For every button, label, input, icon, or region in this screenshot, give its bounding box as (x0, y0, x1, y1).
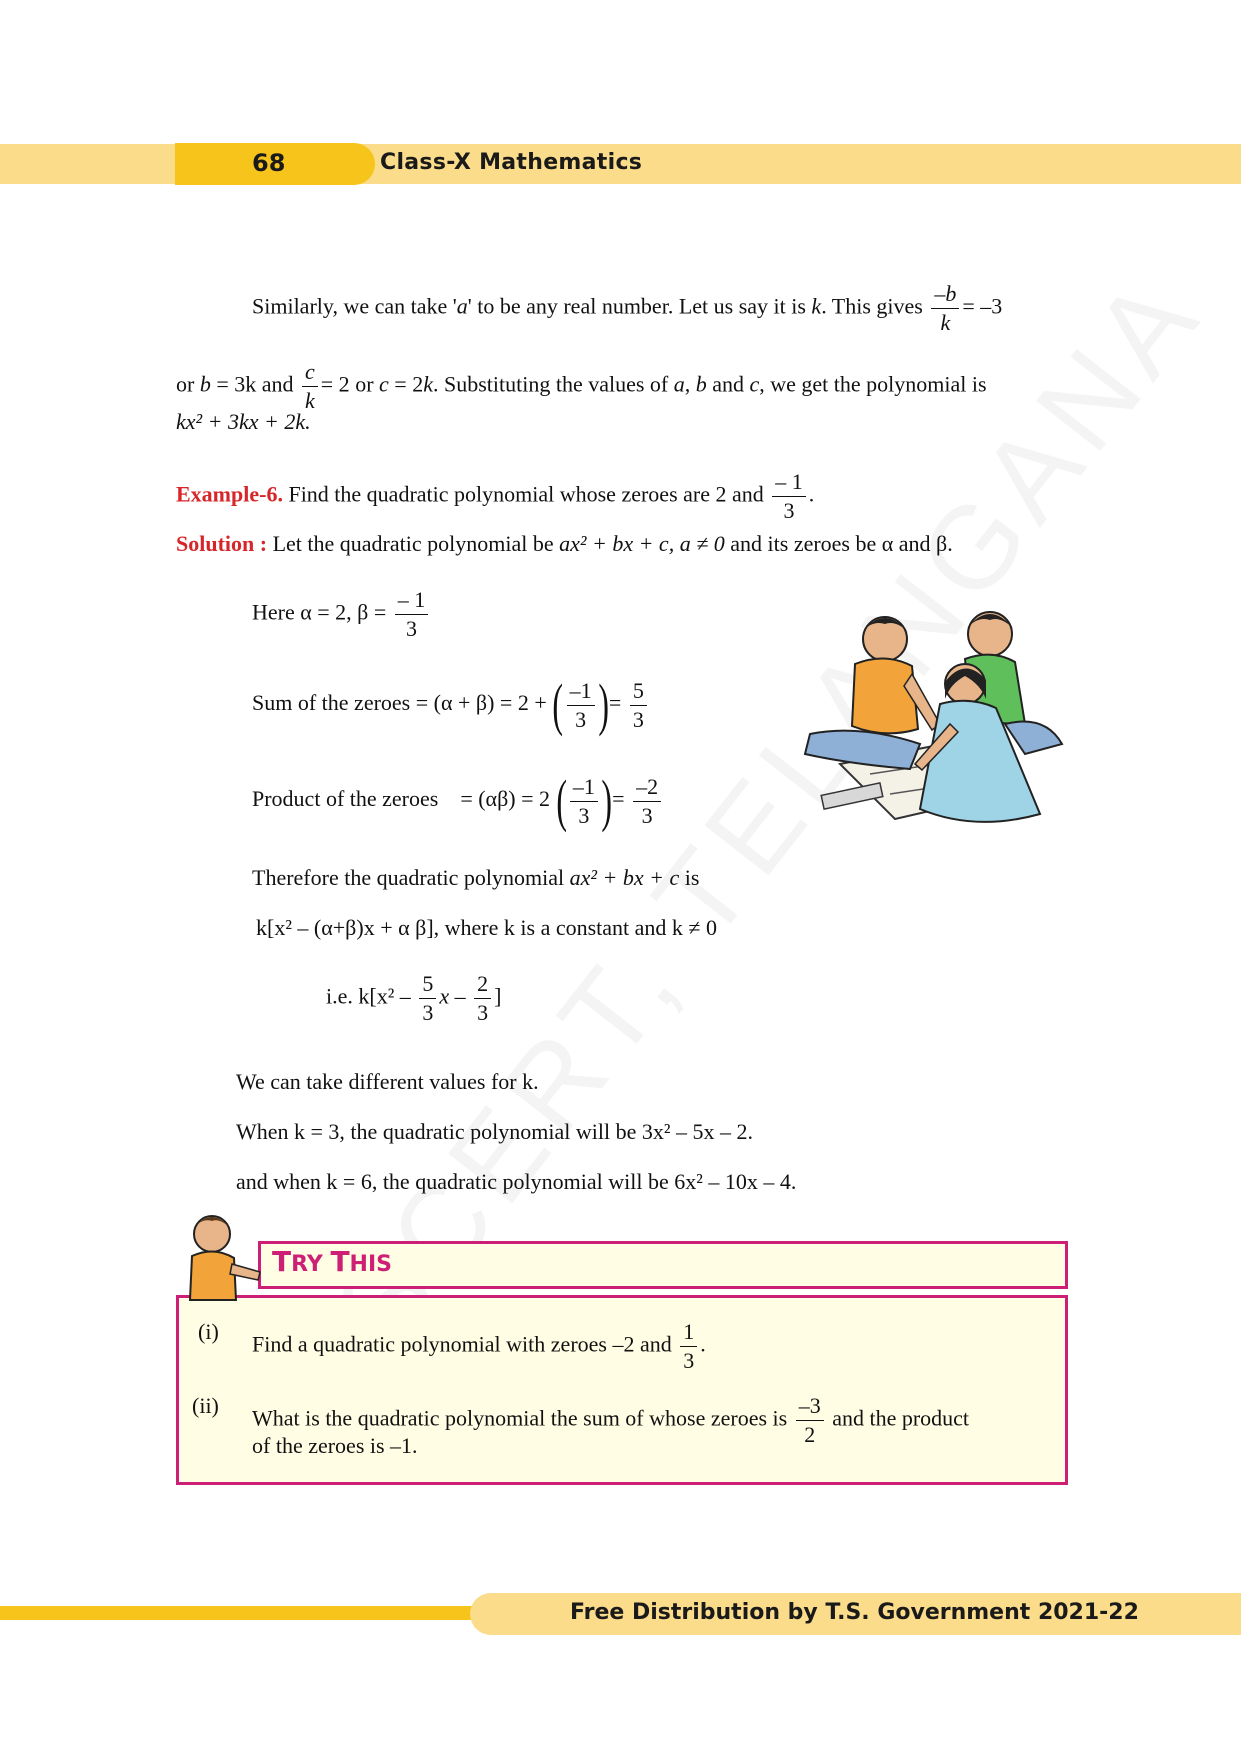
numerator: –3 (796, 1392, 824, 1421)
ie-line (326, 970, 501, 1027)
footer-text: Free Distribution by T.S. Government 2021-22 (570, 1600, 1139, 1625)
var: b (199, 371, 211, 397)
numerator: 5 (630, 677, 647, 706)
left-paren: ( (555, 768, 567, 833)
fraction (796, 1392, 824, 1449)
text: = (612, 786, 625, 812)
paragraph-3: kx² + 3kx + 2k. (176, 409, 311, 434)
example-6 (176, 468, 814, 525)
try-this-heading (272, 1245, 392, 1278)
denominator: 3 (641, 802, 653, 828)
denominator: 3 (406, 616, 418, 641)
numerator: 1 (680, 1318, 697, 1347)
fraction (302, 358, 318, 415)
text: Therefore the quadratic polynomial (252, 865, 570, 890)
example-label: Example-6. (176, 481, 283, 507)
numerator: –1 (570, 773, 598, 802)
denominator: k (305, 388, 315, 413)
var: c (379, 371, 389, 397)
question-number: (i) (198, 1319, 219, 1344)
text: ' to be any real number. Let us say it is (467, 293, 812, 319)
numerator: 5 (419, 970, 436, 999)
text: . Substituting the values of (432, 371, 674, 397)
text: = 2 (320, 371, 350, 397)
numerator: – 1 (772, 468, 806, 497)
fraction (772, 468, 806, 525)
var: c (749, 371, 760, 397)
polynomial: ax² + bx + c, a ≠ 0 (559, 531, 725, 556)
denominator: 3 (578, 802, 590, 828)
var: a (673, 371, 685, 397)
pointing-boy-icon (178, 1208, 264, 1304)
numerator: c (302, 358, 318, 387)
here-line (252, 586, 431, 643)
numerator: –2 (633, 773, 661, 802)
when-k3-line: When k = 3, the quadratic polynomial will be 3x² – 5x – 2. (236, 1119, 753, 1144)
numerator: –1 (567, 677, 595, 706)
denominator: 2 (804, 1422, 816, 1447)
text: and its zeroes be α and β. (724, 531, 953, 556)
denominator: 3 (422, 1000, 434, 1025)
text: . This gives (821, 293, 923, 319)
text: Find a quadratic polynomial with zeroes –2 and (252, 1331, 672, 1357)
text: = 2 (388, 371, 424, 397)
text: ] (494, 983, 502, 1009)
q1-text (252, 1318, 706, 1375)
polynomial: ax² + bx + c (569, 865, 680, 890)
heading-letter: T (272, 1245, 292, 1278)
fraction (474, 970, 491, 1027)
general-form: k[x² – (α+β)x + α β], where k is a constant and k ≠ 0 (256, 915, 717, 940)
text: Here α = 2, β = (252, 599, 387, 625)
q2 (192, 1392, 219, 1420)
denominator: 3 (683, 1348, 695, 1373)
heading-letter: T (330, 1245, 350, 1278)
text: Similarly, we can take ' (252, 293, 457, 319)
running-head: Class-X Mathematics (380, 150, 643, 175)
page-number: 68 (252, 149, 286, 177)
text: Product of the zeroes (252, 786, 439, 812)
watermark (308, 423, 1092, 1374)
ruler-icon (821, 783, 883, 809)
right-paren: ) (601, 768, 612, 833)
right-paren: ) (597, 672, 609, 737)
solution-label: Solution : (176, 531, 268, 556)
sum-line (252, 672, 650, 737)
text: i.e. k[x² – (326, 983, 411, 1009)
text: , (684, 371, 696, 397)
when-k6-line: and when k = 6, the quadratic polynomial will be 6x² – 10x – 4. (236, 1169, 797, 1194)
fraction (395, 586, 429, 643)
fraction (567, 677, 595, 734)
heading-text: RY (291, 1252, 331, 1277)
text: is (679, 865, 700, 890)
fraction (419, 970, 436, 1027)
boy-trousers (805, 731, 920, 769)
text: Sum of the zeroes = (α + β) = 2 + (252, 690, 547, 716)
footer-band (0, 1606, 480, 1620)
heading-text: HIS (349, 1252, 392, 1277)
denominator: 3 (632, 706, 644, 732)
text: or (349, 371, 380, 397)
text: = –3 (962, 293, 1003, 319)
var: b (695, 371, 707, 397)
var: k (423, 371, 433, 397)
fraction (570, 773, 598, 830)
text: = (αβ) = 2 (460, 786, 551, 812)
text: and (706, 371, 750, 397)
numerator: 2 (474, 970, 491, 999)
text: or (176, 371, 200, 397)
question-number: (ii) (192, 1393, 219, 1418)
product-line (252, 768, 664, 833)
children-drawing-illustration (800, 604, 1065, 844)
denominator: 3 (575, 706, 587, 732)
solution (176, 530, 953, 558)
text: . (700, 1331, 706, 1357)
fraction (680, 1318, 697, 1375)
text: x – (439, 983, 466, 1009)
text: , we get the polynomial is (759, 371, 987, 397)
example-text: Find the quadratic polynomial whose zeroes are 2 and (282, 481, 770, 507)
values-k-line: We can take different values for k. (236, 1069, 539, 1094)
paragraph-1 (252, 280, 1002, 337)
therefore-line (252, 864, 699, 892)
denominator: k (940, 310, 951, 335)
text: . (808, 481, 815, 507)
numerator: – 1 (395, 586, 429, 615)
fraction (633, 773, 661, 830)
text: = 3k and (210, 371, 294, 397)
left-paren: ( (552, 672, 564, 737)
denominator: 3 (477, 1000, 489, 1025)
text: What is the quadratic polynomial the sum of whose zeroes is (252, 1405, 788, 1431)
q1 (198, 1318, 219, 1346)
text: and the product (832, 1405, 970, 1431)
boy-orange-shirt (852, 658, 918, 733)
text: = (608, 690, 622, 716)
var: k (811, 293, 822, 319)
paragraph-2 (176, 358, 987, 415)
q2-line2: of the zeroes is –1. (252, 1433, 418, 1458)
var: a (456, 293, 468, 319)
numerator: –b (931, 280, 959, 309)
denominator: 3 (783, 498, 795, 523)
fraction (630, 677, 647, 734)
text: Let the quadratic polynomial be (267, 531, 560, 556)
fraction (931, 280, 959, 337)
